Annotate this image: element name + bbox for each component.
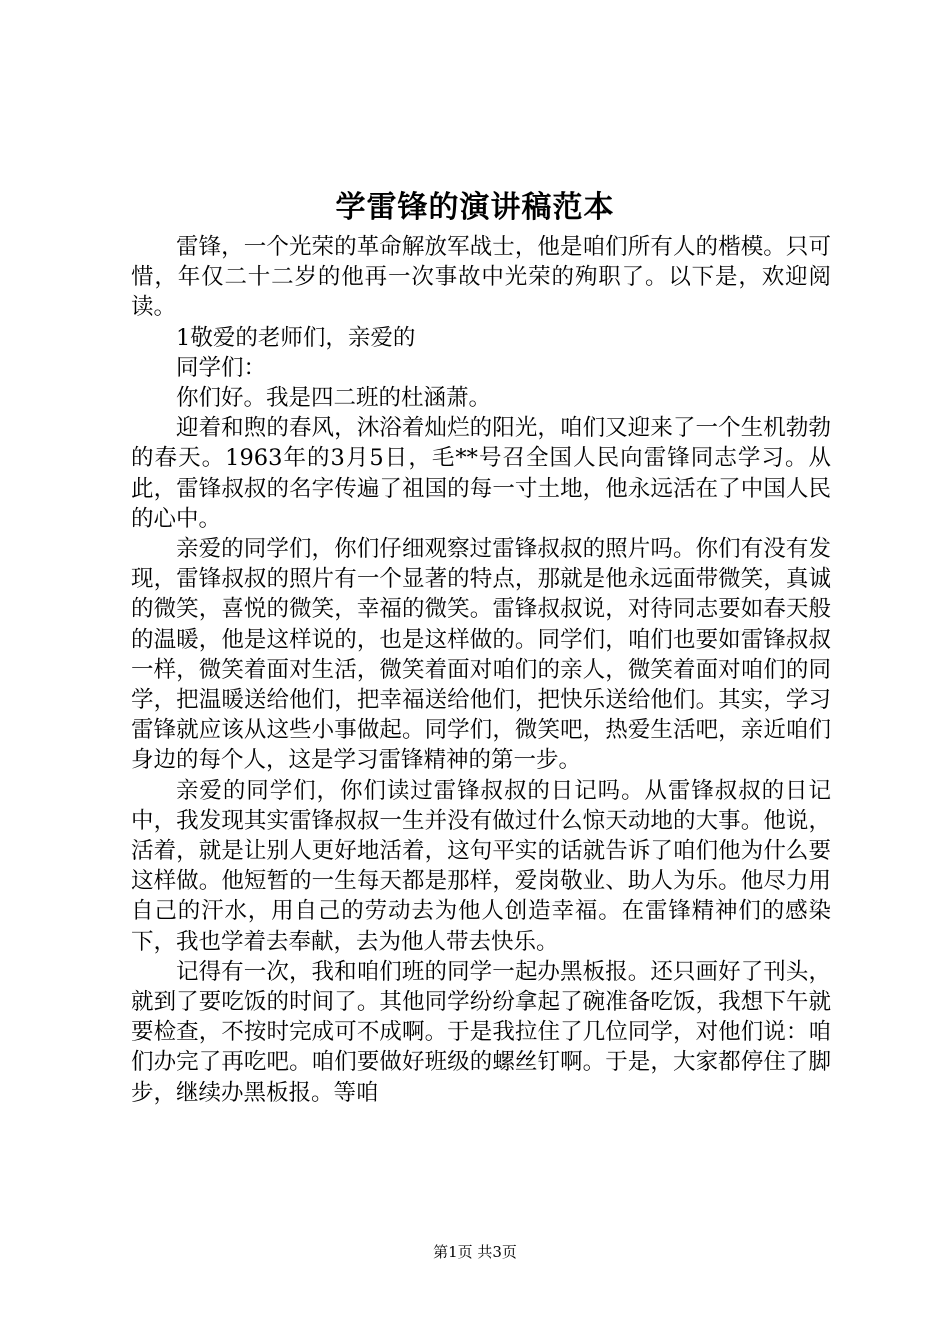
paragraph-intro: 雷锋，一个光荣的革命解放军战士，他是咱们所有人的楷模。只可惜，年仅二十二岁的他再一次事故中光荣的殉职了。以下是，欢迎阅读。 [131,234,831,321]
paragraph-salutation-line-1: 1敬爱的老师们，亲爱的 [176,324,416,351]
paragraph-greeting: 你们好。我是四二班的杜涵萧。 [176,385,492,412]
paragraph-salutation-line-2: 同学们： [176,354,267,381]
document-body [131,232,831,1108]
document-title: 学雷锋的演讲稿范本 [335,190,615,225]
paragraph-diary: 亲爱的同学们，你们读过雷锋叔叔的日记吗。从雷锋叔叔的日记中，我发现其实雷锋叔叔一生并没有做过什么惊天动地的大事。他说，活着，就是让别人更好地活着，这句平实的话就告诉了咱们他为什么要这样做。他短暂的一生每天都是那样，爱岗敬业、助人为乐。他尽力用自己的汗水，用自己的劳动去为他人创造幸福。在雷锋精神们的感染下，我也学着去奉献，去为他人带去快乐。 [131,777,831,955]
paragraph-photo: 亲爱的同学们，你们仔细观察过雷锋叔叔的照片吗。你们有没有发现，雷锋叔叔的照片有一个显著的特点，那就是他永远面带微笑，真诚的微笑，喜悦的微笑，幸福的微笑。雷锋叔叔说，对待同志要如春天般的温暖，他是这样说的，也是这样做的。同学们，咱们也要如雷锋叔叔一样，微笑着面对生活，微笑着面对咱们的亲人，微笑着面对咱们的同学，把温暖送给他们，把幸福送给他们，把快乐送给他们。其实，学习雷锋就应该从这些小事做起。同学们，微笑吧，热爱生活吧，亲近咱们身边的每个人，这是学习雷锋精神的第一步。 [131,536,831,774]
paragraph-spring: 迎着和煦的春风，沐浴着灿烂的阳光，咱们又迎来了一个生机勃勃的春天。1963年的3月5日，毛**号召全国人民向雷锋同志学习。从此，雷锋叔叔的名字传遍了祖国的每一寸土地，他永远活在了中国人民的心中。 [131,415,831,532]
page-number-footer: 第1页 共3页 [433,1243,517,1261]
paragraph-blackboard: 记得有一次，我和咱们班的同学一起办黑板报。还只画好了刊头，就到了要吃饭的时间了。其他同学纷纷拿起了碗准备吃饭，我想下午就要检查，不按时完成可不成啊。于是我拉住了几位同学，对他们说：咱们办完了再吃吧。咱们要做好班级的螺丝钉啊。于是，大家都停住了脚步，继续办黑板报。等咱 [131,958,831,1106]
